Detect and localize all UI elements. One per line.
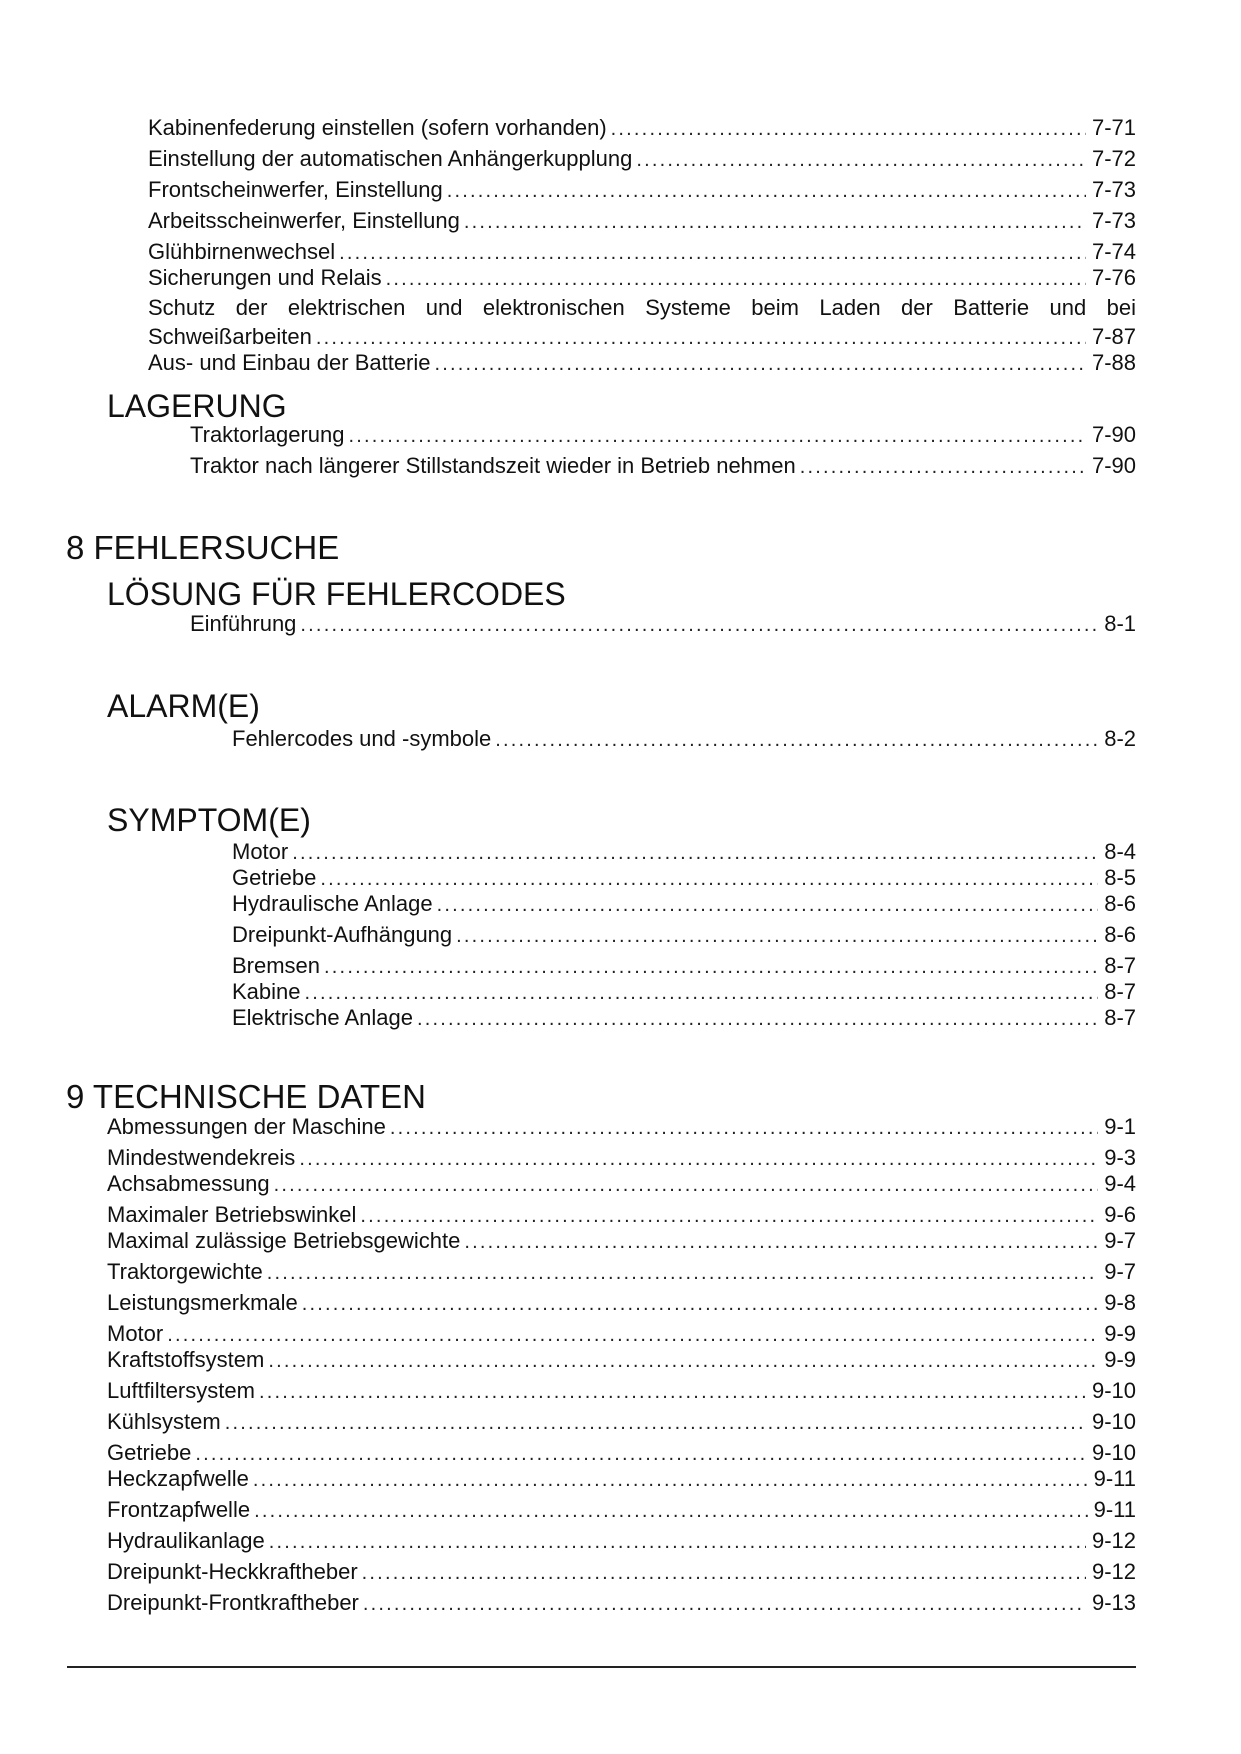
toc-entry-page: 9-10 — [1091, 1378, 1136, 1403]
toc-entry[interactable] — [148, 350, 1136, 377]
dot-leader — [360, 1203, 1098, 1229]
toc-entry-title: Getriebe — [232, 865, 317, 890]
toc-entry-page: 9-13 — [1091, 1590, 1136, 1615]
toc-entry[interactable] — [107, 1259, 1136, 1286]
section-heading: SYMPTOM(E) — [107, 802, 311, 838]
toc-entry[interactable] — [232, 865, 1136, 892]
toc-entry-title: Einstellung der automatischen Anhängerkupplung — [148, 146, 633, 171]
toc-entry-title: Dreipunkt-Frontkraftheber — [107, 1590, 359, 1615]
toc-entry[interactable] — [148, 115, 1136, 142]
toc-entry[interactable] — [107, 1528, 1136, 1555]
dot-leader — [611, 116, 1086, 142]
toc-entry[interactable] — [232, 726, 1136, 753]
toc-entry-page: 8-7 — [1104, 979, 1136, 1004]
section-heading: LAGERUNG — [107, 388, 287, 424]
toc-entry-title: Maximaler Betriebswinkel — [107, 1202, 357, 1227]
dot-leader — [464, 1229, 1098, 1255]
toc-entry-title: Luftfiltersystem — [107, 1378, 255, 1403]
toc-entry-title: Kabine — [232, 979, 301, 1004]
dot-leader — [363, 1591, 1086, 1617]
toc-entry-title: Mindestwendekreis — [107, 1145, 296, 1170]
toc-entry[interactable] — [107, 1171, 1136, 1198]
toc-entry-page: 8-2 — [1104, 726, 1136, 751]
dot-leader — [386, 266, 1086, 292]
toc-entry-page: 9-9 — [1104, 1347, 1136, 1372]
dot-leader — [299, 1146, 1098, 1172]
toc-entry[interactable] — [107, 1321, 1136, 1348]
toc-entry-page: 7-71 — [1091, 115, 1136, 140]
toc-entry-title: Kraftstoffsystem — [107, 1347, 265, 1372]
toc-entry-title: Achsabmessung — [107, 1171, 270, 1196]
dot-leader — [324, 954, 1098, 980]
toc-entry-multiline-first[interactable]: Schutz der elektrischen und elektronischen Systeme beim Laden der Batterie und bei — [148, 295, 1136, 320]
toc-entry-title: Kühlsystem — [107, 1409, 221, 1434]
toc-entry-page: 7-88 — [1091, 350, 1136, 375]
toc-entry-title: Arbeitsscheinwerfer, Einstellung — [148, 208, 460, 233]
toc-entry-title: Traktorlagerung — [190, 422, 345, 447]
toc-entry[interactable] — [190, 611, 1136, 638]
dot-leader — [316, 325, 1086, 351]
toc-entry-title: Hydraulische Anlage — [232, 891, 433, 916]
toc-entry-title: Dreipunkt-Aufhängung — [232, 922, 453, 947]
toc-entry[interactable] — [148, 146, 1136, 173]
dot-leader — [320, 866, 1098, 892]
toc-entry-page: 7-90 — [1091, 453, 1136, 478]
dot-leader — [435, 351, 1086, 377]
toc-entry[interactable] — [107, 1202, 1136, 1229]
dot-leader — [348, 423, 1085, 449]
toc-entry-page: 9-11 — [1093, 1466, 1136, 1491]
dot-leader — [269, 1529, 1086, 1555]
toc-entry-page: 9-7 — [1104, 1259, 1136, 1284]
toc-entry-title: Frontscheinwerfer, Einstellung — [148, 177, 443, 202]
toc-entry-title: Traktor nach längerer Stillstandszeit wieder in Betrieb nehmen — [190, 453, 796, 478]
toc-entry[interactable] — [107, 1114, 1136, 1141]
toc-entry-title: Sicherungen und Relais — [148, 265, 382, 290]
toc-entry-page: 8-6 — [1104, 891, 1136, 916]
toc-entry-page: 7-73 — [1091, 177, 1136, 202]
dot-leader — [636, 147, 1086, 173]
toc-entry-page: 9-12 — [1091, 1559, 1136, 1584]
toc-entry[interactable] — [148, 208, 1136, 235]
toc-entry-page: 9-7 — [1104, 1228, 1136, 1253]
toc-entry-page: 9-4 — [1104, 1171, 1136, 1196]
toc-entry-title: Heckzapfwelle — [107, 1466, 249, 1491]
toc-entry-page: 9-12 — [1091, 1528, 1136, 1553]
toc-entry-page: 7-74 — [1091, 239, 1136, 264]
toc-entry-page: 7-90 — [1091, 422, 1136, 447]
dot-leader — [437, 892, 1099, 918]
toc-entry-title: Maximal zulässige Betriebsgewichte — [107, 1228, 461, 1253]
toc-entry-page: 8-1 — [1104, 611, 1136, 636]
toc-entry[interactable] — [148, 324, 1136, 351]
toc-entry-title: Frontzapfwelle — [107, 1497, 251, 1522]
toc-entry-title: Traktorgewichte — [107, 1259, 263, 1284]
toc-entry[interactable] — [232, 891, 1136, 918]
dot-leader — [302, 1291, 1098, 1317]
toc-entry[interactable] — [190, 453, 1136, 480]
toc-entry-title: Einführung — [190, 611, 297, 636]
toc-entry-title: Schweißarbeiten — [148, 324, 312, 349]
dot-leader — [390, 1115, 1098, 1141]
toc-entry-page: 7-72 — [1091, 146, 1136, 171]
toc-entry-title: Dreipunkt-Heckkraftheber — [107, 1559, 358, 1584]
dot-leader — [274, 1172, 1099, 1198]
toc-entry[interactable] — [107, 1590, 1136, 1617]
toc-entry[interactable] — [107, 1497, 1136, 1524]
toc-entry-page: 7-73 — [1091, 208, 1136, 233]
dot-leader — [225, 1410, 1086, 1436]
toc-entry-page: 8-4 — [1104, 839, 1136, 864]
dot-leader — [495, 727, 1098, 753]
section-heading: ALARM(E) — [107, 688, 260, 724]
toc-entry[interactable] — [107, 1440, 1136, 1467]
chapter-heading: 8 FEHLERSUCHE — [66, 529, 340, 566]
toc-entry-title: Bremsen — [232, 953, 321, 978]
toc-entry-page: 9-10 — [1091, 1440, 1136, 1465]
dot-leader — [300, 612, 1098, 638]
toc-entry-title: Hydraulikanlage — [107, 1528, 265, 1553]
dot-leader — [253, 1467, 1088, 1493]
toc-entry[interactable] — [148, 239, 1136, 266]
toc-entry[interactable] — [232, 979, 1136, 1006]
dot-leader — [195, 1441, 1086, 1467]
section-heading: LÖSUNG FÜR FEHLERCODES — [107, 576, 566, 612]
toc-entry[interactable] — [107, 1290, 1136, 1317]
toc-entry[interactable] — [107, 1559, 1136, 1586]
toc-entry-title: Motor — [107, 1321, 164, 1346]
toc-entry-title: Elektrische Anlage — [232, 1005, 413, 1030]
toc-entry[interactable] — [148, 265, 1136, 292]
toc-entry[interactable] — [232, 1005, 1136, 1032]
dot-leader — [339, 240, 1086, 266]
toc-entry-page: 9-1 — [1104, 1114, 1136, 1139]
toc-entry-title: Abmessungen der Maschine — [107, 1114, 386, 1139]
toc-entry[interactable] — [107, 1378, 1136, 1405]
toc-entry[interactable] — [107, 1409, 1136, 1436]
dot-leader — [447, 178, 1086, 204]
dot-leader — [362, 1560, 1086, 1586]
toc-entry-title: Motor — [232, 839, 289, 864]
toc-entry-title: Fehlercodes und -symbole — [232, 726, 492, 751]
toc-entry-page: 8-7 — [1104, 953, 1136, 978]
toc-entry-title: Leistungsmerkmale — [107, 1290, 298, 1315]
toc-entry-page: 7-87 — [1091, 324, 1136, 349]
dot-leader — [417, 1006, 1098, 1032]
toc-entry[interactable] — [107, 1145, 1136, 1172]
toc-entry[interactable] — [107, 1228, 1136, 1255]
dot-leader — [254, 1498, 1088, 1524]
toc-entry-title: Getriebe — [107, 1440, 192, 1465]
toc-entry-page: 8-6 — [1104, 922, 1136, 947]
toc-entry-page: 8-5 — [1104, 865, 1136, 890]
toc-entry[interactable] — [107, 1347, 1136, 1374]
toc-entry[interactable] — [232, 953, 1136, 980]
toc-entry-page: 9-8 — [1104, 1290, 1136, 1315]
toc-entry-page: 8-7 — [1104, 1005, 1136, 1030]
dot-leader — [267, 1260, 1099, 1286]
toc-entry[interactable] — [107, 1466, 1136, 1493]
toc-entry-page: 7-76 — [1091, 265, 1136, 290]
toc-entry[interactable] — [232, 839, 1136, 866]
chapter-heading: 9 TECHNISCHE DATEN — [66, 1078, 427, 1115]
dot-leader — [305, 980, 1099, 1006]
toc-entry-title: Aus- und Einbau der Batterie — [148, 350, 431, 375]
toc-entry-page: 9-10 — [1091, 1409, 1136, 1434]
dot-leader — [268, 1348, 1098, 1374]
toc-entry[interactable] — [148, 177, 1136, 204]
dot-leader — [456, 923, 1098, 949]
toc-entry-page: 9-9 — [1104, 1321, 1136, 1346]
toc-entry[interactable] — [232, 922, 1136, 949]
toc-entry-title: Glühbirnenwechsel — [148, 239, 336, 264]
dot-leader — [292, 840, 1098, 866]
toc-entry-title: Kabinenfederung einstellen (sofern vorhanden) — [148, 115, 607, 140]
toc-entry[interactable] — [190, 422, 1136, 449]
toc-entry-page: 9-3 — [1104, 1145, 1136, 1170]
footer-rule — [67, 1666, 1136, 1668]
toc-entry-page: 9-11 — [1093, 1497, 1136, 1522]
dot-leader — [167, 1322, 1098, 1348]
dot-leader — [259, 1379, 1086, 1405]
toc-entry-page: 9-6 — [1104, 1202, 1136, 1227]
dot-leader — [464, 209, 1086, 235]
dot-leader — [800, 454, 1086, 480]
